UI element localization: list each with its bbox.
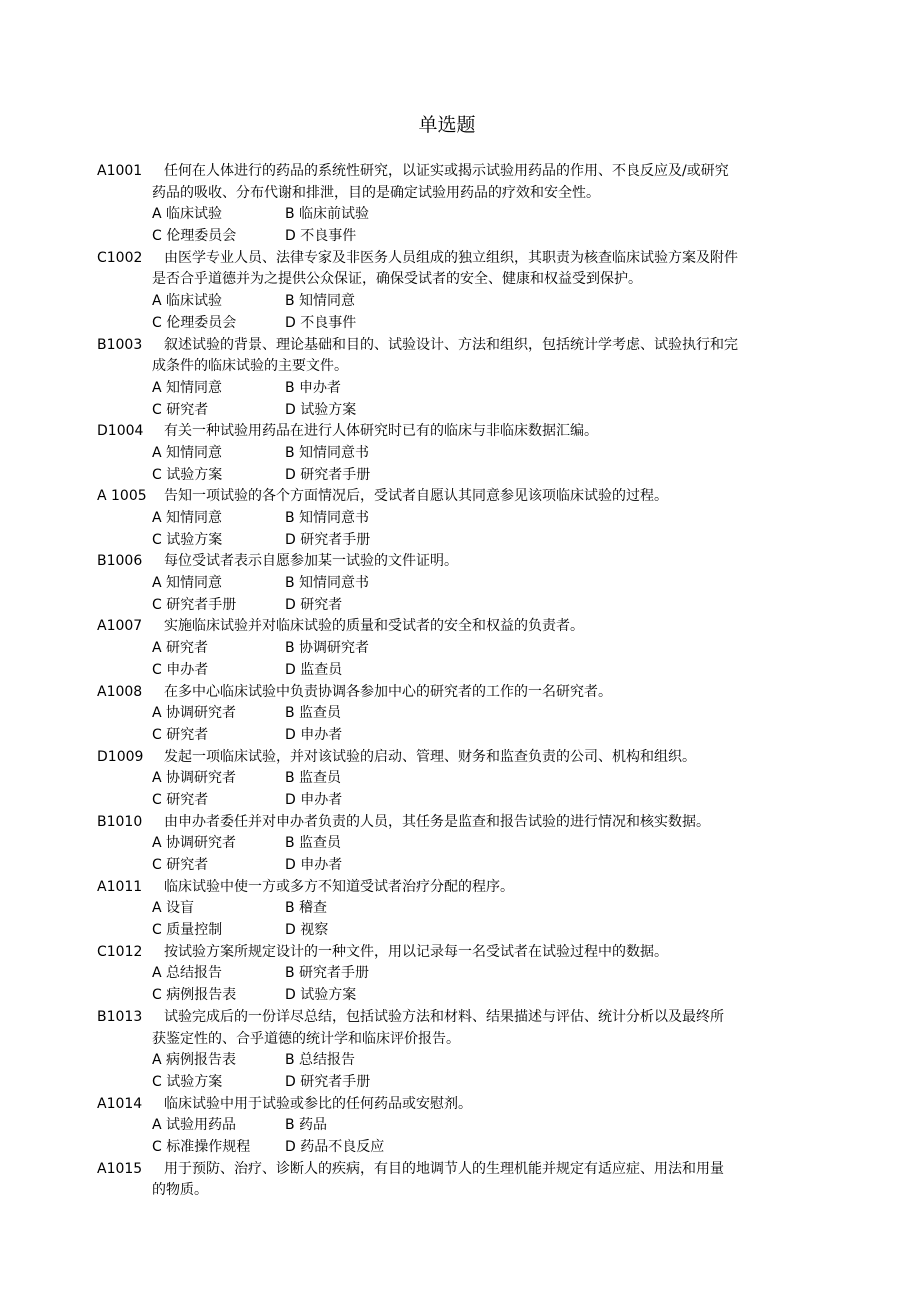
answer-option: D 研究者手册 (285, 466, 371, 483)
option-row (152, 1072, 825, 1094)
question-line (97, 747, 825, 769)
answer-option: B 药品 (285, 1117, 328, 1134)
option-row (152, 638, 825, 660)
answer-option: C 试验方案 (152, 466, 223, 483)
question-line (97, 1159, 825, 1181)
question-code: B1006 (97, 553, 143, 570)
answer-option: C 标准操作规程 (152, 1138, 251, 1155)
question-code: A1014 (97, 1095, 143, 1112)
answer-option: A 协调研究者 (152, 770, 237, 787)
option-row (152, 725, 825, 747)
answer-option: A 总结报告 (152, 965, 223, 982)
option-row (152, 226, 825, 248)
answer-option: D 不良事件 (285, 314, 357, 331)
option-row (152, 985, 825, 1007)
question-item (97, 1007, 825, 1094)
option-row (152, 703, 825, 725)
answer-option: B 总结报告 (285, 1052, 356, 1069)
question-item (97, 942, 825, 1007)
question-line (97, 877, 825, 899)
answer-option: A 知情同意 (152, 510, 223, 526)
question-code: D1009 (97, 748, 144, 765)
answer-option: C 研究者 (152, 791, 209, 808)
answer-option: D 监查员 (285, 661, 343, 678)
answer-option: D 视察 (285, 922, 329, 939)
question-line (97, 812, 825, 834)
question-code: B1003 (97, 336, 143, 353)
answer-option: D 研究者手册 (285, 1073, 371, 1090)
option-row (152, 920, 825, 942)
answer-option: C 病例报告表 (152, 987, 237, 1004)
question-line (97, 1007, 825, 1029)
question-item (97, 421, 825, 486)
question-text: 发起一项临床试验，并对该试验的启动、管理、财务和监查负责的公司、机构和组织。 (164, 748, 696, 765)
question-text: 每位受试者表示自愿参加某一试验的文件证明。 (164, 553, 458, 570)
question-text: 叙述试验的背景、理论基础和目的、试验设计、方法和组织，包括统计学考虑、试验执行和完 (164, 336, 738, 353)
question-item (97, 1094, 825, 1159)
option-row (152, 768, 825, 790)
answer-option: B 监查员 (285, 705, 342, 722)
question-line (97, 942, 825, 964)
question-text: 药品的吸收、分布代谢和排泄，目的是确定试验用药品的疗效和安全性。 (152, 184, 600, 201)
answer-option: A 知情同意 (152, 379, 223, 396)
answer-option: C 试验方案 (152, 531, 223, 548)
answer-option: D 研究者手册 (285, 531, 371, 548)
answer-option: D 药品不良反应 (285, 1138, 385, 1155)
option-row (152, 1050, 825, 1072)
option-row (152, 465, 825, 487)
question-line (97, 551, 825, 573)
question-code: A1008 (97, 683, 143, 700)
option-row (152, 963, 825, 985)
answer-option: C 申办者 (152, 661, 209, 678)
question-text: 试验完成后的一份详尽总结，包括试验方法和材料、结果描述与评估、统计分析以及最终所 (164, 1008, 724, 1025)
answer-option: B 知情同意书 (285, 575, 370, 592)
question-code: C1012 (97, 943, 143, 960)
question-text: 临床试验中用于试验或参比的任何药品或安慰剂。 (164, 1095, 472, 1112)
question-text: 是否合乎道德并为之提供公众保证，确保受试者的安全、健康和权益受到保护。 (152, 271, 642, 288)
question-text: 用于预防、治疗、诊断人的疾病，有目的地调节人的生理机能并规定有适应症、用法和用量 (164, 1160, 724, 1177)
question-text: 成条件的临床试验的主要文件。 (152, 358, 348, 375)
answer-option: D 试验方案 (285, 987, 357, 1004)
answer-option: C 试验方案 (152, 1073, 223, 1090)
question-text: 告知一项试验的各个方面情况后，受试者自愿认其同意参见该项临床试验的过程。 (164, 488, 668, 505)
answer-option: D 申办者 (285, 857, 343, 873)
question-code: A1015 (97, 1160, 143, 1177)
answer-option: B 临床前试验 (285, 206, 370, 223)
answer-option: A 病例报告表 (152, 1052, 237, 1069)
answer-option: D 研究者 (285, 596, 343, 613)
answer-option: B 知情同意书 (285, 510, 370, 526)
option-row (152, 898, 825, 920)
question-text: 临床试验中使一方或多方不知道受试者治疗分配的程序。 (164, 878, 514, 895)
question-line (97, 421, 825, 443)
question-code: A1011 (97, 878, 143, 895)
answer-option: D 申办者 (285, 726, 343, 743)
question-line (97, 335, 825, 357)
answer-option: C 伦理委员会 (152, 314, 237, 331)
option-row (152, 313, 825, 335)
question-line-continued (97, 356, 825, 378)
option-row (152, 1137, 825, 1159)
answer-option: B 协调研究者 (285, 640, 370, 657)
answer-option: B 知情同意 (285, 293, 356, 310)
question-text: 实施临床试验并对临床试验的质量和受试者的安全和权益的负责者。 (164, 618, 584, 635)
answer-option: C 研究者 (152, 401, 209, 418)
question-code: A1007 (97, 618, 143, 635)
answer-option: A 协调研究者 (152, 835, 237, 852)
answer-option: A 研究者 (152, 640, 209, 657)
answer-option: C 质量控制 (152, 922, 223, 939)
question-text: 按试验方案所规定设计的一种文件，用以记录每一名受试者在试验过程中的数据。 (164, 943, 668, 960)
answer-option: B 监查员 (285, 770, 342, 787)
question-item (97, 248, 825, 335)
option-row (152, 378, 825, 400)
answer-option: A 临床试验 (152, 293, 223, 310)
answer-option: B 知情同意书 (285, 444, 370, 461)
answer-option: C 研究者 (152, 857, 209, 873)
question-line-continued (97, 183, 825, 205)
question-text: 由申办者委任并对申办者负责的人员，其任务是监查和报告试验的进行情况和核实数据。 (164, 813, 710, 830)
question-item (97, 747, 825, 812)
question-line-continued (97, 1180, 825, 1202)
option-row (152, 833, 825, 855)
question-item (97, 682, 825, 747)
question-code: B1013 (97, 1008, 143, 1025)
option-row (152, 443, 825, 465)
question-item (97, 812, 825, 877)
answer-option: B 监查员 (285, 835, 342, 852)
answer-option: A 协调研究者 (152, 705, 237, 722)
answer-option: B 稽查 (285, 900, 328, 917)
option-row (152, 400, 825, 422)
question-code: C1002 (97, 249, 143, 266)
page-title: 单选题 (418, 114, 476, 136)
answer-option: C 研究者手册 (152, 596, 237, 613)
question-item (97, 1159, 825, 1202)
question-line (97, 161, 825, 183)
option-row (152, 530, 825, 552)
question-line (97, 486, 825, 508)
question-text: 获鉴定性的、合乎道德的统计学和临床评价报告。 (152, 1030, 460, 1047)
question-list (97, 161, 825, 1202)
question-item (97, 551, 825, 616)
answer-option: C 伦理委员会 (152, 228, 237, 245)
question-line (97, 616, 825, 638)
option-row (152, 855, 825, 877)
question-code: B1010 (97, 813, 143, 830)
answer-option: A 知情同意 (152, 575, 223, 592)
option-row (152, 790, 825, 812)
answer-option: D 不良事件 (285, 228, 357, 245)
question-code: A 1005 (97, 488, 147, 505)
question-text: 由医学专业人员、法律专家及非医务人员组成的独立组织，其职责为核查临床试验方案及附件 (164, 249, 738, 266)
answer-option: B 研究者手册 (285, 965, 370, 982)
option-row (152, 508, 825, 530)
question-item (97, 877, 825, 942)
question-line (97, 1094, 825, 1116)
answer-option: A 临床试验 (152, 206, 223, 223)
question-text: 在多中心临床试验中负责协调各参加中心的研究者的工作的一名研究者。 (164, 683, 612, 700)
question-text: 任何在人体进行的药品的系统性研究，以证实或揭示试验用药品的作用、不良反应及/或研究 (164, 163, 729, 179)
question-item (97, 486, 825, 551)
answer-option: A 设盲 (152, 900, 195, 917)
question-line-continued (97, 1029, 825, 1051)
question-line (97, 248, 825, 270)
option-row (152, 595, 825, 617)
answer-option: D 申办者 (285, 791, 343, 808)
option-row (152, 660, 825, 682)
question-code: D1004 (97, 423, 144, 440)
answer-option: A 试验用药品 (152, 1117, 237, 1134)
question-line-continued (97, 269, 825, 291)
answer-option: C 研究者 (152, 726, 209, 743)
answer-option: B 申办者 (285, 379, 342, 396)
answer-option: D 试验方案 (285, 401, 357, 418)
question-code: A1001 (97, 163, 143, 179)
question-item (97, 616, 825, 681)
question-line (97, 682, 825, 704)
question-text: 有关一种试验用药品在进行人体研究时已有的临床与非临床数据汇编。 (164, 423, 598, 440)
question-text: 的物质。 (152, 1182, 208, 1199)
question-item (97, 161, 825, 248)
option-row (152, 573, 825, 595)
question-item (97, 335, 825, 422)
option-row (152, 1115, 825, 1137)
answer-option: A 知情同意 (152, 444, 223, 461)
option-row (152, 291, 825, 313)
option-row (152, 204, 825, 226)
